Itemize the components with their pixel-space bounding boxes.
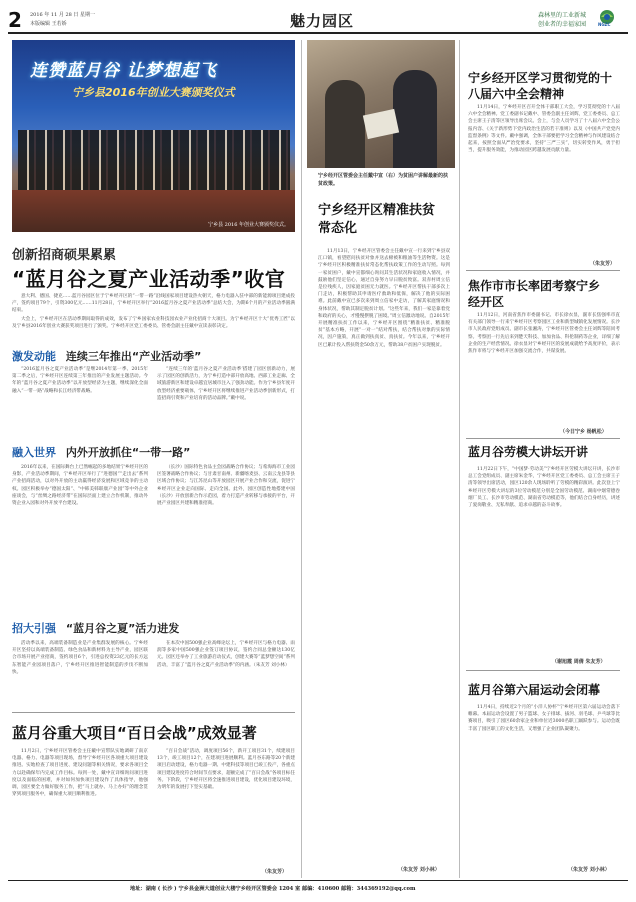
column-rule-right <box>459 40 460 878</box>
sec3-col1-text: 活动季以来，高端装备制造业是产业集群发展的核心。宁乡经开区坚持以高端装备制造、绿色食品和新材料为主导产业，园区联合市场开展产业招商，签约项目6个，引进总投资23亿元的长方远东智能产业园项目落户，宁乡经开区推进智能制造的步伐不断加快。 <box>12 641 148 675</box>
sec2-title: 内外开放抓住“一带一路” <box>65 446 191 459</box>
right4-title: 蓝月谷第六届运动会闭幕 <box>468 683 601 697</box>
sec3-col1 <box>12 640 148 704</box>
section-title: 魅力园区 <box>290 12 355 30</box>
sec1-title: 连续三年推出“产业活动季” <box>65 350 202 363</box>
footer-address: 地址：湖南 ( 长沙 ) 宁乡县金洲大道创业大楼宁乡经开区管委会 1204 室 邮编：410600 邮箱：344369192@qq.com <box>130 886 416 892</box>
sec4-credit: （朱友芳） <box>262 869 288 875</box>
right1-body <box>468 104 620 260</box>
right2-body <box>468 312 620 428</box>
sec3-col2-text: 在本次中国500强企业高峰论坛上，宁乡经开区与格力电器、雨润等多家中国500强企业签订项目协议，签约合同总金额达130亿元。园区还举办了工业旅游启动仪式，创建大赛等“蓝梦想空间”系列活动，丰富了“蓝月谷之夏产业活动季”的内涵。（朱友芳 刘小林） <box>157 641 295 668</box>
right2-body-text: 11月12日，河南省焦作市委副书记、市长徐衣显，副市长焦强率市直有关部门领导一行来宁乡经开区考察园区工业和新型城镇化发展情况。长沙市人民政府党组成员、副市长张湘涛，宁乡经开区管委会主任刘辉等陪同考察。考察团一行先后来到楚天科技、加加食品、科伦制药等企业，详细了解企业的生产经营情况。徐衣显对宁乡经开区的发展成就给予高度评价，表示焦作市将与宁乡经开区加强交流合作，共谋发展。 <box>468 313 620 355</box>
right3-title: 蓝月谷劳模大讲坛开讲 <box>468 445 589 459</box>
header-rule <box>8 32 628 34</box>
right3-body <box>468 466 620 656</box>
poverty-credit: （朱友芳 刘小林） <box>398 867 440 873</box>
right3-body-text: 11月22日下午，“中国梦·劳动美”宁乡经开区劳模大讲坛开讲，长沙市总工会党组成员、副主席朱金华，宁乡经开区党工委委员、总工会主席王子清等领导出席活动，园区120余人现场聆听了劳模的精彩演讲。此次登上宁乡经开区劳模大讲坛的3位劳动模范分别是全国劳动模范、湖南中烟常德卷烟厂员工、长沙市劳动模范、湖南省劳动模范等，他们结合自身经历，讲述了爱岗敬业、无私奉献、追求卓越的奋斗故事。 <box>468 467 620 509</box>
footer-rule <box>8 880 628 881</box>
sec1-col1 <box>12 366 148 426</box>
photo-person-left <box>325 80 365 168</box>
sec4-col2-text: “百日会战”活动，调度项目56个，新开工项目31个，续建项目13个，竣工项目12个，在建项目进展顺利。蓝月谷东路等20个新建项目启动建设，格力电器一期、中建科技等项目已竣工投产，各重点项目建设进度符合时间节点要求，超额完成了“百日会战”各项目标任务。下阶段，宁乡经开区将全速推进项目建设，优化项目建设环境，为明年的发展打下坚实基础。 <box>157 749 295 791</box>
photo-people <box>18 130 290 192</box>
photo-person-right <box>393 70 437 168</box>
poverty-body-text: 11月13日，宁乡经开区管委会主任戴中宣一行来到宁乡县双江口镇，看望慰问扶贫对象并送去棉被和粮油等生活物资。这是宁乡经开区积极精准扶贫常态化帮扶政策工作的生动写照。每到一家贫困户，戴中宣都细心询问其生活状况和家庭收入情况，并鼓励他们坚定信心，通过自身努力早日脱贫致富。双赤村周立信是位残疾人，因家庭贫困无力就医。宁乡经开区帮扶干部多次上门走访，积极帮助其申请医疗救助和低保，解决了他的实际困难。此前戴中宣已多次来到周立信家中走访，了解其家庭情况和身体状况，帮助其制定脱贫计划。“这些年来，我们一家是靠着党和政府的关心，才慢慢摆脱了困境。”周立信激动地说。自2015年开展精准扶贫工作以来，宁乡经开区围绕“精准扶贫、精准脱贫”基本方略，开展“一对一”结对帮扶，结合帮扶对象的实际情况，因户施策，真正做到扶真贫、真扶贫。今年以来，宁乡经开区已累计投入帮扶资金50余万元，帮助38户贫困户实现脱贫。 <box>318 249 450 348</box>
editor-line: 本版编辑 王若娇 <box>30 21 67 27</box>
slogan-line-2: 创业者的幸福家园 <box>538 21 587 28</box>
sec1-col2-text: “连续三年的‘蓝月谷之夏产业活动季’搭建了园区创新动力，展示了园区的创新活力，为宁乡打造中部开放高地、西部工业走廊、全域旅游新区和建设卓越宜居城市注入了强劲动能。作为宁乡县年度开放型经济重要载体，宁乡经开区将继续推进产业活动季创新形式，打造招商引资和产业培育的活动品牌。”戴中说。 <box>157 367 295 401</box>
slogan-line-1: 森林里的工业新城 <box>538 12 587 19</box>
page-number: 2 <box>8 8 22 32</box>
sec4-col1-text: 11月2日，宁乡经开区管委会主任戴中宣带队实地调研了南京电器、格力、电器等项目现场，督导宁乡经开区各项重大项目建设推进。实地检查了项目进度、建设问题等相关情况，要求各项目全力以赴确保年内完成工作目标。每到一处，戴中宣详细询问项目进度以及面临的困难，并对如何加快项目建设作了具体指导，他强调，园区要全力做好服务工作，把“马上就办、马上办好”的理念贯穿到项目服务中，确保重大项目顺利推进。 <box>12 749 148 798</box>
right2-title: 焦作市市长率团考察宁乡经开区 <box>468 279 601 309</box>
photo-banner-line-1: 连赞蓝月谷 让梦想起飞 <box>30 61 217 81</box>
sec2-col1 <box>12 464 148 602</box>
right4-credit: （朱友芳 刘小林） <box>568 867 610 873</box>
sec3-col2 <box>157 640 295 704</box>
photo-banner-line-2: 宁乡县2016年创业大赛颁奖仪式 <box>72 86 235 99</box>
right3-credit: （谢旭霞 周倩 朱友芳） <box>552 659 606 665</box>
sec3-heading <box>12 620 179 636</box>
lead-title: “蓝月谷之夏产业活动季”收官 <box>12 267 286 291</box>
right4-body-text: 11月4日，持续近2个月的“小洋人协杯”宁乡经开区第六届运动会落下帷幕。本届运动会设置了男子篮球、女子排球、拔河、羽毛球、乒乓球等比赛项目，吸引了园区60余家企业和单位近3000名职工踊跃参与。运动会既丰富了园区职工的文化生活，又增强了企业团队凝聚力。 <box>468 705 620 732</box>
sec2-heading <box>12 444 190 460</box>
sec3-title: “蓝月谷之夏”活力进发 <box>65 622 180 635</box>
poverty-photo-caption: 宁乡经开区管委会主任戴中宣（右）为贫困户讲解最新的扶贫政策。 <box>318 173 449 187</box>
sec2-label: 融入世界 <box>12 446 56 459</box>
sec4-rule <box>12 712 295 713</box>
right-rule-3 <box>466 670 620 671</box>
right2-credit: （今日宁乡 杨帆松） <box>560 429 607 435</box>
right-rule-1 <box>466 270 620 271</box>
logo-text: NGZC <box>598 22 611 27</box>
right1-title: 宁乡经开区学习贯彻党的十八届六中全会精神 <box>468 71 613 101</box>
sec3-label: 招大引强 <box>12 622 56 635</box>
photo-caption: 宁乡县 2016 年创业大赛颁奖仪式。 <box>208 222 289 228</box>
right1-credit: （朱友芳） <box>590 261 616 267</box>
award-photo <box>12 40 295 232</box>
right-rule-2 <box>466 438 620 439</box>
sec1-label: 激发动能 <box>12 350 56 363</box>
right1-body-text: 11月14日，宁乡经开区召开全体干部职工大会，学习贯彻党的十八届六中全会精神。党工委副书记戴中、管委会副主任刘辉，党工委委员、总工会主席王子清等区领导出席会议。会上，与会人员学习了十八届六中全会公报内容、《关于新形势下党内政治生活的若干准则》以及《中国共产党党内监督条例》等文件。戴中强调，全体干部要把学习全会精神与作风建设结合起来，按照全面从严治党要求，坚持“三严三实”，切实转变作风，勇于担当，提升服务效能，为推动园区跨越发展贡献力量。 <box>468 105 620 154</box>
column-rule-left <box>301 40 302 878</box>
sec1-heading <box>12 348 201 364</box>
poverty-photo <box>307 40 455 168</box>
lead-kicker: 创新招商硕果累累 <box>12 248 117 263</box>
sec2-col2-text: （长沙）国际特色食品主会园战略合作协议；与希海海市工业园区签署战略合作协议；与甘肃甘南州、新疆喀麦县、云南云龙县等县区域合作协议；与江苏昆山等开放园区开展产业合作和交流，促进宁乡经开区企业走向国际、走向全国。此外，园区创造性地搭建中国（长沙）开放创新合作示范园，着力打造产业转移与承接的平台，开展产业园区共建和精准招商。 <box>157 465 295 507</box>
sec4-col2 <box>157 748 295 868</box>
lead-intro-p2: 大会上，宁乡经开区在活动季期间取得的成效，发布了宁乡国家农业科技园农业产业化招商十大项目。为宁乡经开区十大“优秀工匠”以及宁乡县2016年创业大赛获奖项目进行了颁奖。宁乡经开区党工委委员、管委会副主任戴中宣读表彰决定。 <box>12 316 295 329</box>
sec2-col2 <box>157 464 295 602</box>
right4-body <box>468 704 620 860</box>
sec1-col2 <box>157 366 295 426</box>
lead-intro <box>12 293 295 335</box>
sec4-col1 <box>12 748 148 874</box>
date-line: 2016 年 11 月 28 日 星期一 <box>30 12 95 18</box>
lead-intro-p1: 意大利、德国、捷克……蓝月谷园区位于宁乡经开区的“一带一路”沿线国家项目建设热火朝天，格力电器入驻中部的新能源项目建成投产，签约项目79个，引资300亿元……11月28日，宁乡经开区举行“2016蓝月谷之夏产业活动季”总结大会，为期6个月的产业活动季圆满结束。 <box>12 294 295 314</box>
sec2-col1-text: 2016年以来，在国际舞台上已然崛起的多地结果宁乡经开区的身影，产业活动季期间，宁乡经开区举行了“进德国”“走出去”系列产业招商活动，以对外开放的主动赢得经济发展和区域竞争的主动权。园区积极举办“德国太阳”、“中韩美韩联康产业园”等中外企业座谈会，与“丝绸之路经济带”在国际层面上建立合作机制，推动外资企业入园和对外开放平台建设。 <box>12 465 148 507</box>
sec4-title: 蓝月谷重大项目“百日会战”成效显著 <box>12 724 257 742</box>
sec1-col1-text: “2016蓝月谷之夏产业活动季”是继2014年第一季、2015年第二季之后，宁乡经开区连续第三年推出的产业发展主题活动。今年的“蓝月谷之夏产业活动季”以开放型经济为主题，继续深化全面融入“一带一路”战略和长江经济带战略。 <box>12 367 148 394</box>
poverty-title: 宁乡经开区精准扶贫常态化 <box>318 203 436 236</box>
poverty-body <box>318 248 450 860</box>
